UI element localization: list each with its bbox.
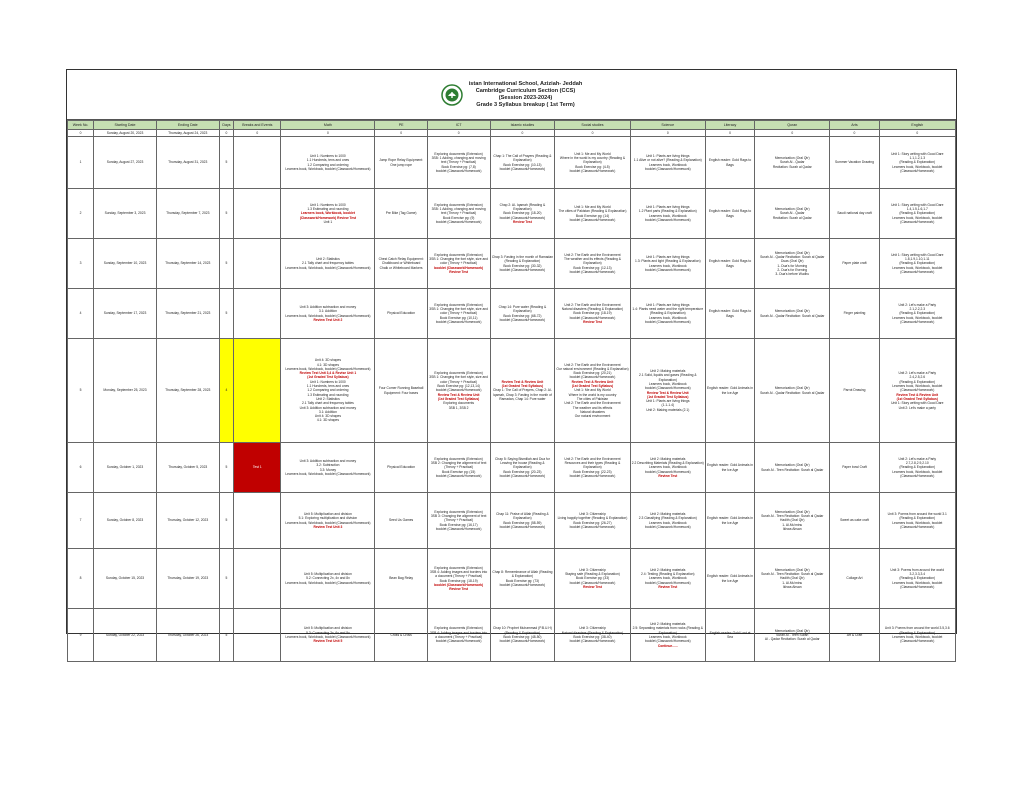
- cell-math: Unit 5: Multiplication and division 5.3: Connecting 3x, 6x and 9x Learners book, Workbook, booklet (Classwork/Homework) Review Test Unit 5: [281, 609, 375, 662]
- table-row: [68, 609, 956, 662]
- cell-islamic: 0: [490, 130, 555, 137]
- cell-pe: Physical Education: [375, 289, 427, 339]
- cell-ict: Exploring documents (Extension) 3SB 4: Adding images and borders into a document (Theory + Practical) Book Exercise pg: (18-19) booklet (Classwork/Homework) Review Test: [427, 549, 490, 609]
- cell-week: 1: [68, 137, 94, 189]
- cell-start: Sunday, October 1, 2023: [94, 443, 157, 493]
- cell-arts: Paper bowl Craft: [830, 443, 879, 493]
- table-row: [68, 137, 956, 189]
- cell-days: 5: [219, 239, 234, 289]
- cell-days: 5: [219, 443, 234, 493]
- cell-ict: Exploring documents (Extension) 3SB 1: Changing the font style, size and color (Theory + Practical) booklet (Classwork/Homework) Review Test: [427, 239, 490, 289]
- table-row: [68, 493, 956, 549]
- cell-pe: Chest Catch Relay Equipment: Chalkboard or Whiteboard Chalk or Whiteboard Markers: [375, 239, 427, 289]
- cell-end: Thursday, October 5, 2023: [156, 443, 219, 493]
- column-header: Math: [281, 121, 375, 130]
- cell-days: 5: [219, 493, 234, 549]
- cell-week: 9: [68, 609, 94, 662]
- cell-start: Sunday, September 3, 2023: [94, 189, 157, 239]
- table-header-row: [68, 121, 956, 130]
- table-row: [68, 189, 956, 239]
- cell-math: Unit 3: Addition subtraction and money 3.1: Addition Learners book, Workbook, booklet (Classwork/Homework) Review Test Unit 2: [281, 289, 375, 339]
- cell-week: 0: [68, 130, 94, 137]
- cell-literacy: English reader: Gold Animals in the Ice Age: [705, 339, 754, 443]
- school-logo-icon: [441, 84, 463, 106]
- cell-event: [234, 493, 281, 549]
- cell-pe: Jump Rope Relay Equipment: One jump rope: [375, 137, 427, 189]
- cell-week: 6: [68, 443, 94, 493]
- column-header: Science: [630, 121, 705, 130]
- cell-end: Thursday, August 24, 2023: [156, 130, 219, 137]
- cell-literacy: English reader: Gold Rags to Bags: [705, 289, 754, 339]
- cell-event: [234, 339, 281, 443]
- cell-start: Sunday, October 22, 2023: [94, 609, 157, 662]
- section-name: Cambridge Curriculum Section (CCS): [475, 87, 576, 94]
- cell-quran: Memorization (Oral Qtr) Surah Al - Teen Recitation: Surah al Qadar Hadith (Oral Qtr) 1- Al-Mu'minu Ikhwa Ahsan: [755, 549, 830, 609]
- cell-quran: Memorization (Oral Qtr) Surah Al - Teen Recitation: Surah al Qadar: [755, 443, 830, 493]
- table-row: [68, 130, 956, 137]
- cell-days: 5: [219, 189, 234, 239]
- cell-math: Unit 3: Addition subtraction and money 3.2: Subtraction 3.3: Money Learners book, Workbook, booklet (Classwork/Homework): [281, 443, 375, 493]
- cell-islamic: Chap 3: Fasting in the month of Ramadan (Reading & Explanation) Book Exercise pg: (30-32) booklet (Classwork/Homework): [490, 239, 555, 289]
- column-header: Literacy: [705, 121, 754, 130]
- cell-arts: 0: [830, 130, 879, 137]
- cell-islamic: Chap 2: Al- Iqamah (Reading & Explanation) Book Exercise pg: (18-20) booklet (Classwork/Homework) Review Test: [490, 189, 555, 239]
- cell-quran: Memorization (Oral Qtr) Surah Al - Qadar Recitation: Surah al Qadar Duas (Oral Qtr) 1- Dua's for Morning 2- Dua's for Evening 3- Dua's before Wudhu: [755, 239, 830, 289]
- cell-social: Unit 1: Me and My World Where in the world is my country (Reading & Explanation) Book Exercise pg: (4-5) booklet (Classwork/Homework): [555, 137, 630, 189]
- cell-pe: Seed Us Games: [375, 493, 427, 549]
- cell-days: 5: [219, 289, 234, 339]
- column-header: Week No.: [68, 121, 94, 130]
- cell-days: 5: [219, 137, 234, 189]
- syllabus-table: [67, 120, 956, 662]
- cell-math: Unit 5: Multiplication and division 5.1: Exploring multiplication and division Learners book, Workbook, booklet (Classwork/Homework) Review Test Unit 3: [281, 493, 375, 549]
- cell-islamic: Chap 10: Prophet Muhammad (P.B.U.H) (Reading & Explanation) Book Exercise pg: (48-50) booklet (Classwork/Homework): [490, 609, 555, 662]
- column-header: Days: [219, 121, 234, 130]
- column-header: PE: [375, 121, 427, 130]
- cell-english: Unit 3: Poems from around the world 3.5,3.6 (Reading & Explanation) Learners book, Workbook, booklet (Classwork/Homework): [879, 609, 955, 662]
- cell-days: 0: [219, 130, 234, 137]
- cell-english: Unit 1: Story writing with Good Dare 1.1,1.2,1.3 (Reading & Explanation) Learners book, Workbook, booklet (Classwork/Homework): [879, 137, 955, 189]
- cell-math: Unit 4: 3D shapes 4.1: 3D shapes Learners book, Workbook, booklet (Classwork/Homework) Review Test Unit 3,4 & Revise Unit 1 (1st Graded Test Syllabus) Unit 1: Numbers to 1000 1.1 Hundreds, tens and ones 1.2 Comparing and ordering 1.3 Estimating and rounding Unit 2: Statistics 2.1 Tally chart and frequency tables Unit 3: Addition subtraction and money 3.1: Addition Unit 4: 3D shapes 4.1: 3D shapes: [281, 339, 375, 443]
- cell-event: 0: [234, 130, 281, 137]
- cell-social: 0: [555, 130, 630, 137]
- cell-ict: Exploring documents (Extension) 3SB 2: Changing the alignment of text (Theory + Practical) Book Exercise pg: (15) booklet (Classwork/Homework): [427, 443, 490, 493]
- cell-arts: Parrot Drawing: [830, 339, 879, 443]
- cell-islamic: Review Test & Review Unit (1st Graded Test Syllabus) Chap 1: The Call of Prayers, Chap 2: Al-Iqamah, Chap 3: Fasting in the month of Ramadan, Chap 14: Pure water: [490, 339, 555, 443]
- cell-end: Thursday, September 14, 2023: [156, 239, 219, 289]
- cell-english: Unit 3: Poems from around the world 3.2,3.3,3.4 (Reading & Explanation) Learners book, Workbook, booklet (Classwork/Homework): [879, 549, 955, 609]
- cell-arts: Saudi national day craft: [830, 189, 879, 239]
- cell-ict: 0: [427, 130, 490, 137]
- column-header: ICT: [427, 121, 490, 130]
- cell-end: Thursday, September 21, 2023: [156, 289, 219, 339]
- cell-science: Unit 2: Making materials 2.3 Classifying (Reading & Explanation) Learners book, Workbook booklet (Classwork/Homework): [630, 493, 705, 549]
- cell-islamic: Chap 14: Pure water (Reading & Explanation) Book Exercise pg: (68-72) booklet (Classwork/Homework): [490, 289, 555, 339]
- column-header: Starting Date: [94, 121, 157, 130]
- cell-literacy: English reader: Gold Animals in the Ice Age: [705, 493, 754, 549]
- cell-arts: Summer Vacation Drawing: [830, 137, 879, 189]
- cell-start: Monday, September 25, 2023: [94, 339, 157, 443]
- cell-end: Thursday, September 7, 2023: [156, 189, 219, 239]
- cell-science: 0: [630, 130, 705, 137]
- cell-end: Thursday, August 31, 2023: [156, 137, 219, 189]
- cell-pe: Pre Bike (Tag Game): [375, 189, 427, 239]
- cell-math: 0: [281, 130, 375, 137]
- cell-pe: Cross & Cross: [375, 609, 427, 662]
- table-row: [68, 443, 956, 493]
- cell-social: Unit 3: Citizenship Living happily together (Reading & Explanation) Book Exercise pg: (26-27) booklet (Classwork/Homework): [555, 493, 630, 549]
- cell-quran: 0: [755, 130, 830, 137]
- cell-event: [234, 239, 281, 289]
- cell-event: [234, 609, 281, 662]
- cell-pe: Bean Bag Relay: [375, 549, 427, 609]
- cell-pe: 0: [375, 130, 427, 137]
- cell-arts: Sweet as cake craft: [830, 493, 879, 549]
- cell-event: [234, 137, 281, 189]
- cell-quran: Memorization (Oral Qtr) Surah Al - Qadar Recitation: Surah al Qadar: [755, 137, 830, 189]
- cell-event: [234, 549, 281, 609]
- cell-ict: Exploring documents (Extension) 3SB 3: Changing the alignment of text (Theory + Practical) Book Exercise pg: (16,17) booklet (Classwork/Homework): [427, 493, 490, 549]
- cell-end: Thursday, October 19, 2023: [156, 549, 219, 609]
- cell-event: [234, 189, 281, 239]
- cell-social: Unit 2: The Earth and the Environment Resources and their types (Reading & Explanation) Book Exercise pg: (22-23) booklet (Classwork/Homework): [555, 443, 630, 493]
- cell-arts: Paper plate craft: [830, 239, 879, 289]
- table-row: [68, 239, 956, 289]
- cell-pe: Four Corner Running Baseball Equipment: Four bases: [375, 339, 427, 443]
- cell-week: 7: [68, 493, 94, 549]
- cell-literacy: English reader: Gold Rags to Bags: [705, 189, 754, 239]
- column-header: English: [879, 121, 955, 130]
- cell-english: Unit 2: Let's make a Party 2.4,2.5,2.6 (Reading & Explanation) Learners book, Workbook, booklet (Classwork/Homework) Review Test & Review Unit (1st Graded Test Syllabus) Unit 1: Story writing with Good Dare Unit 2: Let's make a party: [879, 339, 955, 443]
- column-header: Breaks and Events: [234, 121, 281, 130]
- cell-event: Test 1: [234, 443, 281, 493]
- cell-literacy: English reader: Gold Animals in the Ice Age: [705, 549, 754, 609]
- cell-social: Unit 2: The Earth and the Environment Natural disasters (Reading & Explanation) Book Exercise pg: (18-19) booklet (Classwork/Homework) Review Test: [555, 289, 630, 339]
- cell-english: Unit 1: Story writing with Good Dare 1.4,1.5,1.6,1.7 (Reading & Explanation) Learners book, Workbook, booklet (Classwork/Homework): [879, 189, 955, 239]
- cell-islamic: Chap 8: Remembrance of Allah (Reading & Explanation) Book Exercise pg: (73) booklet (Classwork/Homework): [490, 549, 555, 609]
- cell-quran: Memorization (Oral Qtr) Surah Al - Qadar Recitation: Surah al Qadar: [755, 289, 830, 339]
- cell-event: [234, 289, 281, 339]
- cell-start: Sunday, September 10, 2023: [94, 239, 157, 289]
- cell-end: Thursday, October 12, 2023: [156, 493, 219, 549]
- cell-science: Unit 1: Plants are living things 1.3: Plants and light (Reading & Explanation) Learners book, Workbook booklet (Classwork/Homework): [630, 239, 705, 289]
- cell-week: 2: [68, 189, 94, 239]
- table-row: [68, 339, 956, 443]
- session-label: (Session 2023-2024): [498, 94, 553, 101]
- table-row: [68, 289, 956, 339]
- cell-social: Unit 3: Citizenship Staying safe (Reading & Explanation) Book Exercise pg: (33) booklet (Classwork/Homework) Review Test: [555, 549, 630, 609]
- cell-english: 0: [879, 130, 955, 137]
- cell-week: 8: [68, 549, 94, 609]
- cell-ict: Exploring documents (Extension) 3SB 1: Changing the font style, size and color (Theory + Practical) Book Exercise pg: (10,11) booklet (Classwork/Homework): [427, 289, 490, 339]
- cell-days: 4: [219, 339, 234, 443]
- cell-english: Unit 2: Let's make a Party 2.7,2.8,2.9,2.10 (Reading & Explanation) Learners book, Workbook, booklet (Classwork/Homework): [879, 443, 955, 493]
- cell-week: 3: [68, 239, 94, 289]
- cell-quran: Memorization (Oral Qtr) Surah Al - Teen Surah Al - Qadar Recitation: Surah al Qadar: [755, 609, 830, 662]
- cell-start: Sunday, September 17, 2023: [94, 289, 157, 339]
- cell-literacy: English reader: Gold Animals in the Ice Age: [705, 443, 754, 493]
- cell-start: Sunday, August 20, 2023: [94, 130, 157, 137]
- cell-start: Sunday, October 15, 2023: [94, 549, 157, 609]
- cell-days: 5: [219, 549, 234, 609]
- cell-social: Unit 2: The Earth and the Environment Our natural environment (Reading & Explanation) Book Exercise pg: (20,21) booklet (Classwork/Homework) Review Test & Review Unit (1st Graded Test Syllabus) Unit 1: Me and My World Where in the world is my country The cities of Pakistan Unit 2: The Earth and the Environment The weather and its effects Natural disasters Our natural environment: [555, 339, 630, 443]
- cell-ict: Exploring documents (Extension) 3SB: 1 Adding, changing and moving text (Theory + Practical) Book Exercise pg: (7,8) booklet (Classwork/Homework): [427, 137, 490, 189]
- cell-math: Unit 5: Multiplication and division 5.2: Connecting 2x, 4x and 8x Learners book, Workbook, booklet (Classwork/Homework): [281, 549, 375, 609]
- cell-math: Unit 1: Numbers to 1000 1.1 Hundreds, tens and ones 1.2 Comparing and ordering Learners book, Workbook, booklet (Classwork/Homework): [281, 137, 375, 189]
- cell-quran: Memorization (Oral Qtr) Surah Al - Qadar Recitation: Surah al Qadar: [755, 339, 830, 443]
- document-title: Grade 3 Syllabus breakup ( 1st Term): [476, 101, 575, 108]
- cell-islamic: Chap 5: Saying Bismillah and Dua for Leaving the house (Reading & Explanation) Book Exercise pg: (20-23) booklet (Classwork/Homework): [490, 443, 555, 493]
- cell-ict: Exploring documents (Extension) 3SB: 1 Adding, changing and moving text (Theory + Practical) Book Exercise pg: (9) booklet (Classwork/Homework): [427, 189, 490, 239]
- column-header: Ending Date: [156, 121, 219, 130]
- cell-social: Unit 1: Me and My World The cities of Pakistan (Reading & Explanation) Book Exercise pg: (14) booklet (Classwork/Homework): [555, 189, 630, 239]
- column-header: Islamic studies: [490, 121, 555, 130]
- cell-science: Unit 1: Plants are living things 1.1 Alive or not alive? (Reading & Explanation) Learners book, Workbook booklet (Classwork/Homework): [630, 137, 705, 189]
- cell-week: 4: [68, 289, 94, 339]
- cell-science: Unit 2: Making materials 2.4: Testing (Reading & Explanation) Learners book, Workbook booklet (Classwork/Homework) Review Test: [630, 549, 705, 609]
- column-header: Quran: [755, 121, 830, 130]
- cell-islamic: Chap 11: Praise of Allah (Reading & Explanation) Book Exercise pg: (58-59) booklet (Classwork/Homework): [490, 493, 555, 549]
- syllabus-sheet: [66, 69, 957, 648]
- cell-literacy: English reader: Gold Rags to Bags: [705, 239, 754, 289]
- cell-quran: Memorization (Oral Qtr) Surah Al - Qadar Recitation: Surah al Qadar: [755, 189, 830, 239]
- cell-week: 5: [68, 339, 94, 443]
- cell-start: Sunday, August 27, 2023: [94, 137, 157, 189]
- column-header: Arts: [830, 121, 879, 130]
- cell-english: Unit 2: Let's make a Party 2.1,2.2,2.3 (Reading & Explanation) Learners book, Workbook, booklet (Classwork/Homework): [879, 289, 955, 339]
- school-name: istan International School, Aziziah- Jeddah: [468, 80, 583, 87]
- cell-end: Thursday, September 28, 2023: [156, 339, 219, 443]
- cell-islamic: Chap 1: The Call of Prayers (Reading & Explanation) Book Exercise pg: (10-13) booklet (Classwork/Homework): [490, 137, 555, 189]
- document-header: [67, 70, 956, 120]
- cell-science: Unit 2: Making materials 2.2 Describing Materials (Reading & Explanation) Learners book, Workbook booklet (Classwork/Homework) Review Test: [630, 443, 705, 493]
- cell-science: Unit 1: Plants are living things 1.4: Plants need water and the right temperature (Reading & Explanation) Learners book, Workbook booklet (Classwork/Homework): [630, 289, 705, 339]
- cell-quran: Memorization (Oral Qtr) Surah Al - Teen Recitation: Surah al Qadar Hadith (Oral Qtr) 1- Al-Mu'minu Ikhwa Ahsan: [755, 493, 830, 549]
- cell-social: Unit 2: The Earth and the Environment The weather and its effects (Reading & Explanation) Book Exercise pg: (12-13) booklet (Classwork/Homework): [555, 239, 630, 289]
- cell-literacy: English reader: Gold Lost at Sea: [705, 609, 754, 662]
- cell-arts: Art & Craft: [830, 609, 879, 662]
- cell-ict: Exploring documents (Extension) 3SB 4: Adding images and borders into a document (Theory + Practical) booklet (Classwork/Homework): [427, 609, 490, 662]
- cell-start: Sunday, October 8, 2023: [94, 493, 157, 549]
- cell-math: Unit 2: Statistics 2.1 Tally chart and frequency tables Learners book, Workbook, booklet (Classwork/Homework): [281, 239, 375, 289]
- cell-literacy: 0: [705, 130, 754, 137]
- cell-science: Unit 2: Making materials 2.1 Solid, liquids and gases (Reading & Explanation) Learners book, Workbook booklet (Classwork/Homework) Review Test & Review Unit (1st Graded Test Syllabus) Unit 1: Plants are living things (1.1-1.4) Unit 2: Making materials (2.1): [630, 339, 705, 443]
- cell-arts: Finger painting: [830, 289, 879, 339]
- cell-english: Unit 1: Story writing with Good Dare 1.8,1.9,1.10,1.11 (Reading & Explanation) Learners book, Workbook, booklet (Classwork/Homework): [879, 239, 955, 289]
- cell-math: Unit 1: Numbers to 1000 1.3 Estimating and rounding Learners book, Workbook, booklet (Classwork/Homework) Review Test Unit 1: [281, 189, 375, 239]
- cell-literacy: English reader: Gold Rags to Bags: [705, 137, 754, 189]
- column-header: Social studies: [555, 121, 630, 130]
- table-row: [68, 549, 956, 609]
- cell-arts: Collage Art: [830, 549, 879, 609]
- cell-days: 5: [219, 609, 234, 662]
- cell-end: Thursday, October 26, 2023: [156, 609, 219, 662]
- cell-science: Unit 2: Making materials 2.5: Separating materials from rocks (Reading & Explanation) Learners book, Workbook booklet (Classwork/Homework) Continue......: [630, 609, 705, 662]
- cell-social: Unit 3: Citizenship Natural disasters (Reading & Explanation) Book Exercise pg: (38-40) booklet (Classwork/Homework): [555, 609, 630, 662]
- cell-pe: Physical Education: [375, 443, 427, 493]
- cell-ict: Exploring documents (Extension) 3SB 1: Changing the font style, size and color (Theory + Practical) Book Exercise pg: (12,13,14) booklet (Classwork/Homework) Review Test & Review Unit (1st Graded Test Syllabus) Exploring documents 3SB 1, 3SB 2: [427, 339, 490, 443]
- cell-science: Unit 1: Plants are living things 1.2 Plant parts (Reading & Explanation) Learners book, Workbook booklet (Classwork/Homework): [630, 189, 705, 239]
- cell-english: Unit 3: Poems from around the world 3.1 (Reading & Explanation) Learners book, Workbook, booklet (Classwork/Homework): [879, 493, 955, 549]
